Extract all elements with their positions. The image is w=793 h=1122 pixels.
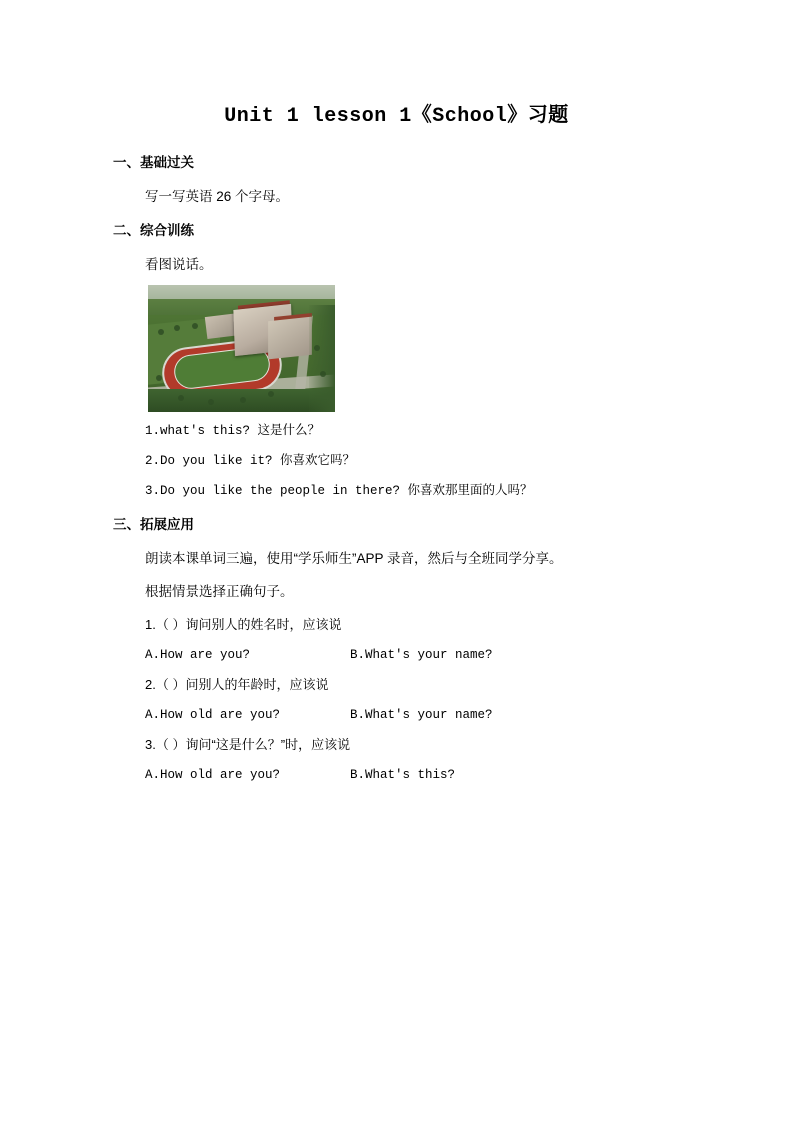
- photo-tree-dot: [174, 325, 180, 331]
- section-2-question-1: 1.what's this? 这是什么？: [145, 424, 321, 438]
- question-1-stem: 1.（ ）询问别人的姓名时，应该说: [145, 617, 342, 632]
- section-heading-1: 一、基础过关: [113, 155, 194, 170]
- photo-tree-dot: [208, 399, 214, 405]
- photo-tree-dot: [156, 375, 162, 381]
- photo-building-wing-right: [268, 317, 312, 360]
- question-2-options: [0, 705, 793, 725]
- question-2-option-b[interactable]: B.What's your name?: [350, 708, 493, 722]
- question-3-option-b[interactable]: B.What's this?: [350, 768, 456, 782]
- section-3-line-2: 根据情景选择正确句子。: [145, 584, 294, 599]
- image-container: [0, 285, 793, 412]
- photo-tree-dot: [240, 397, 246, 403]
- question-2-option-a[interactable]: A.How old are you?: [145, 708, 281, 722]
- page-title: Unit 1 lesson 1《School》习题: [224, 105, 569, 128]
- section-heading-2: 二、综合训练: [113, 223, 194, 238]
- question-1-options: [0, 645, 793, 665]
- photo-tree-dot: [314, 345, 320, 351]
- question-3-stem: 3.（ ）询问“这是什么？”时，应该说: [145, 737, 351, 752]
- question-2-stem: 2.（ ）问别人的年龄时，应该说: [145, 677, 329, 692]
- question-1-option-a[interactable]: A.How are you?: [145, 648, 251, 662]
- section-2-question-3: 3.Do you like the people in there? 你喜欢那里面的人吗？: [145, 484, 533, 498]
- section-2-question-2: 2.Do you like it? 你喜欢它吗？: [145, 454, 356, 468]
- question-3-options: [0, 765, 793, 785]
- question-3-option-a[interactable]: A.How old are you?: [145, 768, 281, 782]
- question-1-option-b[interactable]: B.What's your name?: [350, 648, 493, 662]
- photo-tree-dot: [178, 395, 184, 401]
- photo-tree-line-right: [309, 305, 335, 412]
- section-2-line-1: 看图说话。: [145, 257, 213, 272]
- section-heading-3: 三、拓展应用: [113, 517, 194, 532]
- photo-tree-dot: [192, 323, 198, 329]
- school-aerial-photo: [148, 285, 335, 412]
- photo-tree-dot: [268, 391, 274, 397]
- photo-tree-dot: [158, 329, 164, 335]
- photo-tree-dot: [320, 371, 326, 377]
- section-1-line-1: 写一写英语 26 个字母。: [145, 189, 290, 204]
- section-3-line-1: 朗读本课单词三遍，使用“学乐师生”APP 录音，然后与全班同学分享。: [145, 551, 563, 566]
